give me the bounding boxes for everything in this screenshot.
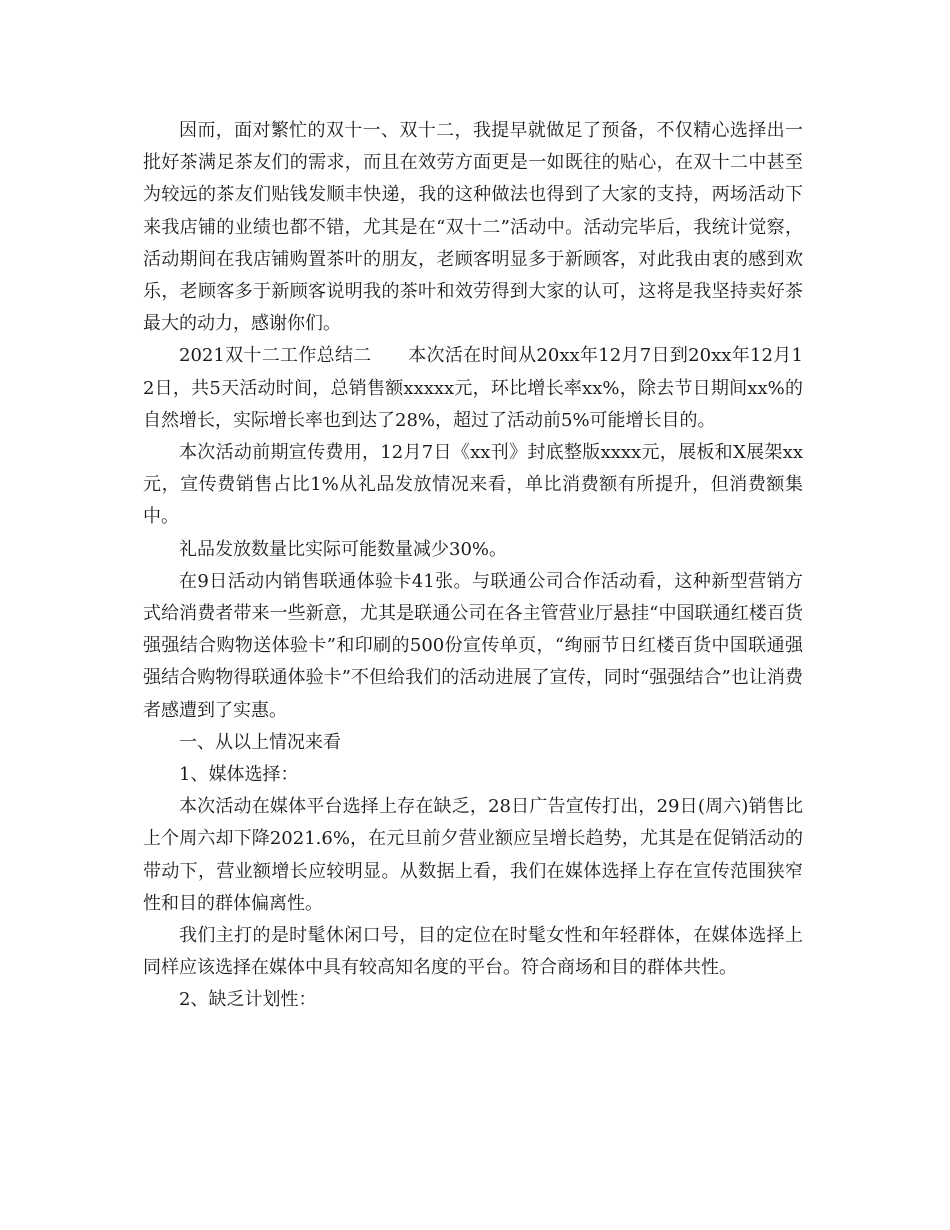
paragraph-promo-cost: 本次活动前期宣传费用，12月7日《xx刊》封底整版xxxx元，展板和X展架xx元，宣传费销售占比1%从礼品发放情况来看，单比消费额有所提升，但消费额集中。 [143, 442, 803, 528]
paragraph-unicom-card: 在9日活动内销售联通体验卡41张。与联通公司合作活动看，这种新型营销方式给消费者带来一些新意，尤其是联通公司在各主管营业厅悬挂“中国联通红楼百货强强结合购物送体验卡”和印刷的500份宣传单页，“绚丽节日红楼百货中国联通强强结合购物得联通体验卡”不但给我们的活动进展了宣传，同时“强强结合”也让消费者感遭到了实惠。 [143, 570, 803, 721]
heading-media-choice: 1、媒体选择： [179, 764, 299, 786]
paragraph-media-platform: 本次活动在媒体平台选择上存在缺乏，28日广告宣传打出，29日(周六)销售比上个周六却下降2021.6%，在元旦前夕营业额应呈增长趋势，尤其是在促销活动的带动下，营业额增长应较明显。从数据上看，我们在媒体选择上存在宣传范围狭窄性和目的群体偏离性。 [143, 796, 803, 914]
heading-lack-planning: 2、缺乏计划性： [179, 989, 317, 1011]
heading-section-one: 一、从以上情况来看 [179, 731, 341, 753]
document-body [143, 115, 803, 1017]
paragraph-target-group: 我们主打的是时髦休闲口号，目的定位在时髦女性和年轻群体，在媒体选择上同样应该选择在媒体中具有较高知名度的平台。符合商场和目的群体共性。 [143, 925, 803, 979]
paragraph-intro: 因而，面对繁忙的双十一、双十二，我提早就做足了预备，不仅精心选择出一批好茶满足茶友们的需求，而且在效劳方面更是一如既往的贴心，在双十二中甚至为较远的茶友们贴钱发顺丰快递，我的这种做法也得到了大家的支持，两场活动下来我店铺的业绩也都不错，尤其是在“双十二”活动中。活动完毕后，我统计觉察，活动期间在我店铺购置茶叶的朋友，老顾客明显多于新顾客，对此我由衷的感到欢乐，老顾客多于新顾客说明我的茶叶和效劳得到大家的认可，这将是我坚持卖好茶最大的动力，感谢你们。 [143, 120, 803, 335]
paragraph-summary-two: 2021双十二工作总结二 本次活在时间从20xx年12月7日到20xx年12月12日，共5天活动时间，总销售额xxxxx元，环比增长率xx%，除去节日期间xx%的自然增长，实际增长率也到达了28%，超过了活动前5%可能增长目的。 [143, 345, 803, 431]
paragraph-gift-count: 礼品发放数量比实际可能数量减少30%。 [179, 538, 508, 560]
